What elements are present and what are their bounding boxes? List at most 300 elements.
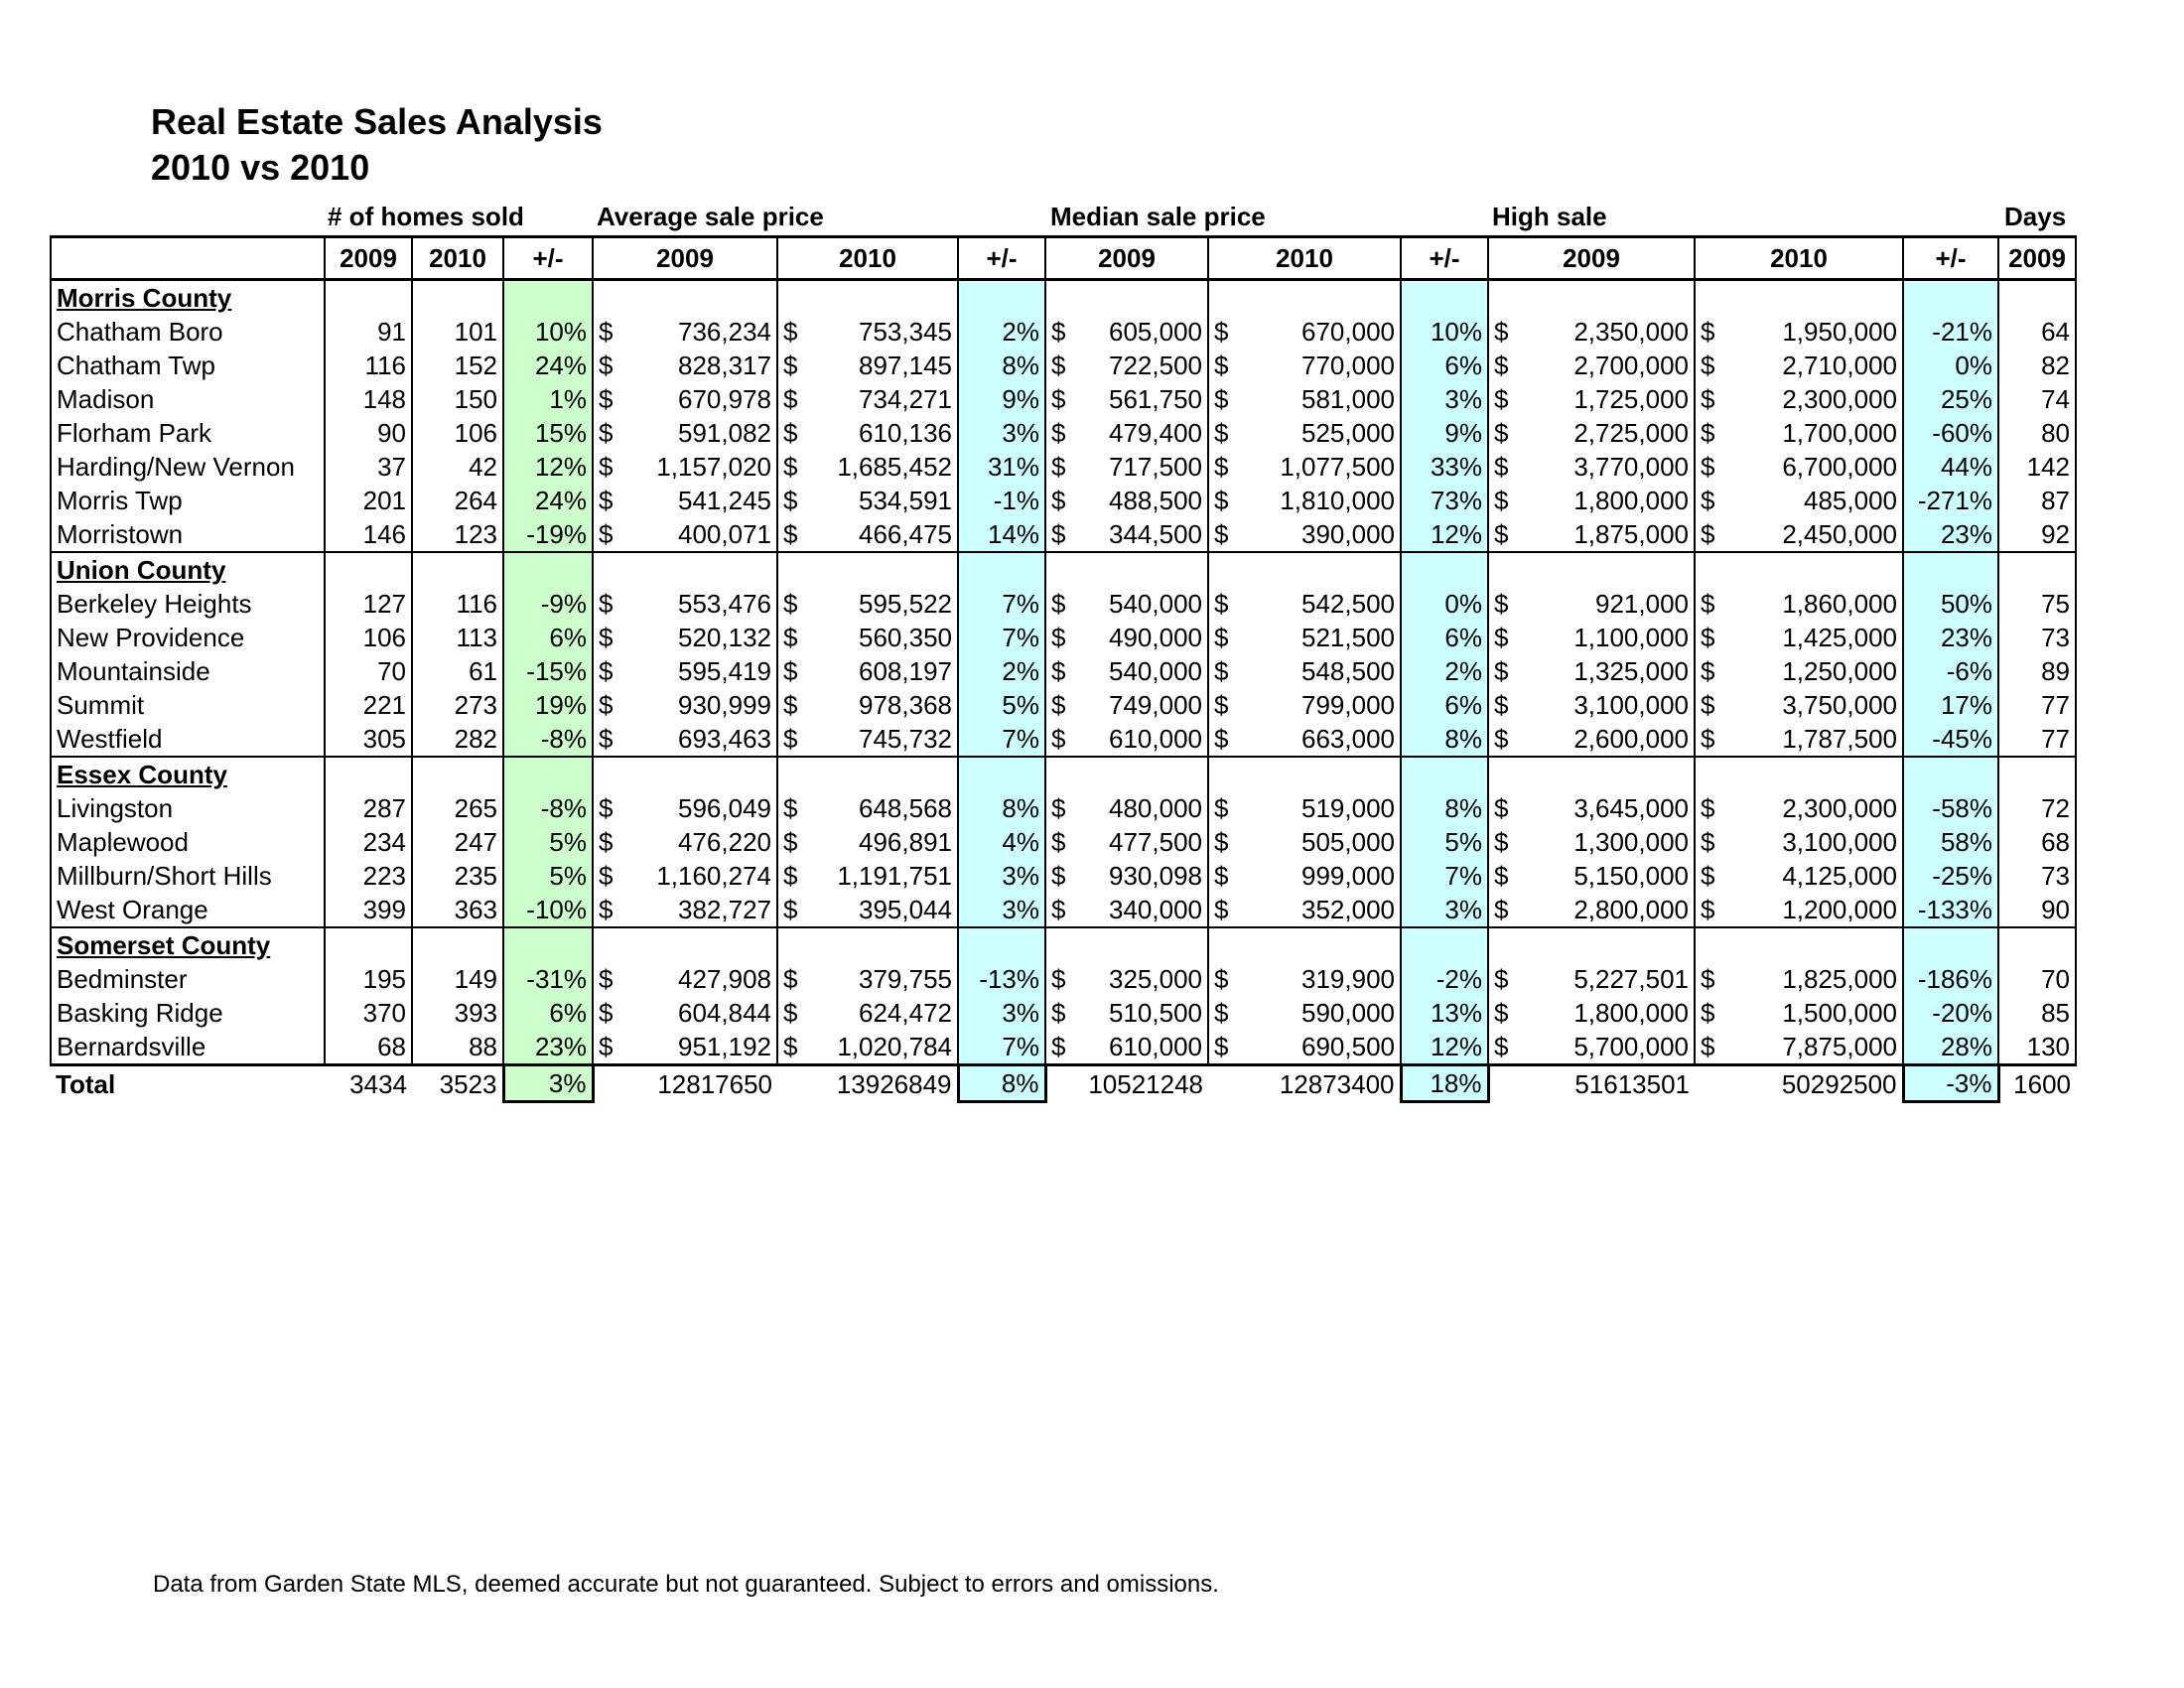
cell-homes-change: -15%: [503, 654, 593, 688]
county-blank-cell: [1488, 927, 1695, 962]
currency-symbol: $: [1214, 384, 1229, 414]
cell-median-2010: [1208, 825, 1401, 859]
cell-median-2010: [1208, 654, 1401, 688]
cell-median-2009: [1045, 621, 1208, 654]
cell-high-2009: [1488, 791, 1695, 825]
currency-symbol: $: [783, 384, 798, 414]
cell-median-change: 0%: [1401, 587, 1488, 621]
cell-median-2010: [1208, 621, 1401, 654]
cell-homes-2010: 149: [412, 962, 503, 996]
cell-median-change: 13%: [1401, 996, 1488, 1030]
cell-value: 6,700,000: [1782, 452, 1897, 482]
cell-homes-2010: 282: [412, 722, 503, 757]
column-header-median-2009: 2009: [1045, 237, 1208, 280]
cell-homes-2009: 148: [325, 382, 412, 416]
column-header-median-change: +/-: [1401, 237, 1488, 280]
cell-value: 828,317: [678, 351, 771, 380]
town-name: Basking Ridge: [51, 996, 325, 1030]
currency-symbol: $: [783, 827, 798, 857]
cell-high-2009: [1488, 484, 1695, 517]
currency-symbol: $: [783, 317, 798, 347]
cell-value: 753,345: [859, 317, 952, 347]
cell-days-2009: 77: [1998, 722, 2076, 757]
currency-symbol: $: [783, 964, 798, 994]
cell-homes-2010: 152: [412, 349, 503, 382]
total-median-change: 18%: [1401, 1065, 1488, 1102]
cell-avg-change: 8%: [958, 349, 1045, 382]
table-row: [51, 517, 2076, 552]
county-blank-cell: [593, 552, 777, 587]
currency-symbol: $: [1214, 351, 1229, 380]
cell-value: 2,700,000: [1573, 351, 1689, 380]
cell-median-2009: [1045, 688, 1208, 722]
currency-symbol: $: [1494, 690, 1509, 720]
cell-avg-2010: [777, 859, 958, 893]
currency-symbol: $: [1701, 384, 1715, 414]
cell-high-2010: [1695, 416, 1903, 450]
cell-high-2009: [1488, 962, 1695, 996]
total-homes-2009: 3434: [349, 1068, 407, 1099]
cell-days-2009: 72: [1998, 791, 2076, 825]
cell-median-change: 6%: [1401, 621, 1488, 654]
town-name: Madison: [51, 382, 325, 416]
currency-symbol: $: [1494, 519, 1509, 549]
cell-homes-2009: 37: [325, 450, 412, 484]
cell-median-2010: [1208, 688, 1401, 722]
cell-avg-2009: [593, 349, 777, 382]
cell-value: 2,350,000: [1573, 317, 1689, 347]
cell-high-2009: [1488, 349, 1695, 382]
cell-value: 690,500: [1301, 1032, 1395, 1061]
cell-high-change: -133%: [1903, 893, 1998, 927]
cell-avg-change: 4%: [958, 825, 1045, 859]
county-blank-cell: [1208, 757, 1401, 791]
column-header-homes-2009: 2009: [325, 237, 412, 280]
cell-value: 3,750,000: [1782, 690, 1897, 720]
table-row: [51, 893, 2076, 927]
cell-homes-2009: 70: [325, 654, 412, 688]
currency-symbol: $: [1701, 861, 1715, 891]
cell-homes-change: 24%: [503, 484, 593, 517]
county-blank-cell: [1998, 757, 2076, 791]
cell-value: 648,568: [859, 793, 952, 823]
town-name: Mountainside: [51, 654, 325, 688]
currency-symbol: $: [1494, 861, 1509, 891]
cell-days-2009: 75: [1998, 587, 2076, 621]
currency-symbol: $: [1214, 998, 1229, 1028]
cell-value: 488,500: [1109, 486, 1202, 515]
cell-high-change: 25%: [1903, 382, 1998, 416]
cell-value: 2,300,000: [1782, 384, 1897, 414]
cell-high-2009: [1488, 450, 1695, 484]
table-row: [51, 859, 2076, 893]
currency-symbol: $: [599, 486, 614, 515]
county-blank-cell: [1998, 927, 2076, 962]
currency-symbol: $: [1701, 895, 1715, 924]
cell-homes-change: 24%: [503, 349, 593, 382]
county-blank-cell: [1208, 280, 1401, 316]
total-median-2009: 10521248: [1088, 1068, 1203, 1099]
county-blank-cell: [412, 757, 503, 791]
cell-value: 595,419: [678, 656, 771, 686]
county-blank-cell: [1695, 757, 1903, 791]
cell-high-2009: [1488, 996, 1695, 1030]
cell-days-2009: 90: [1998, 893, 2076, 927]
currency-symbol: $: [1214, 519, 1229, 549]
currency-symbol: $: [1214, 1032, 1229, 1061]
currency-symbol: $: [599, 998, 614, 1028]
cell-high-2010: [1695, 315, 1903, 349]
cell-avg-2010: [777, 996, 958, 1030]
cell-median-2010: [1208, 450, 1401, 484]
currency-symbol: $: [1701, 418, 1715, 448]
cell-high-change: 28%: [1903, 1030, 1998, 1065]
cell-high-change: -25%: [1903, 859, 1998, 893]
cell-value: 3,770,000: [1573, 452, 1689, 482]
town-name: West Orange: [51, 893, 325, 927]
cell-avg-2009: [593, 688, 777, 722]
cell-value: 496,891: [859, 827, 952, 857]
currency-symbol: $: [1494, 656, 1509, 686]
cell-high-2010: [1695, 791, 1903, 825]
county-blank-cell: [1045, 280, 1208, 316]
cell-homes-change: -8%: [503, 722, 593, 757]
currency-symbol: $: [1214, 861, 1229, 891]
currency-symbol: $: [1214, 317, 1229, 347]
cell-homes-change: -19%: [503, 517, 593, 552]
cell-value: 595,522: [859, 589, 952, 619]
cell-value: 1,860,000: [1782, 589, 1897, 619]
currency-symbol: $: [1701, 690, 1715, 720]
cell-value: 978,368: [859, 690, 952, 720]
table-row: [51, 962, 2076, 996]
cell-high-change: -21%: [1903, 315, 1998, 349]
currency-symbol: $: [1051, 623, 1066, 652]
cell-median-2009: [1045, 517, 1208, 552]
cell-homes-change: -10%: [503, 893, 593, 927]
currency-symbol: $: [599, 964, 614, 994]
cell-high-2010: [1695, 587, 1903, 621]
currency-symbol: $: [1494, 964, 1509, 994]
cell-value: 951,192: [678, 1032, 771, 1061]
currency-symbol: $: [1214, 690, 1229, 720]
cell-value: 921,000: [1595, 589, 1689, 619]
cell-avg-change: 2%: [958, 315, 1045, 349]
cell-median-2010: [1208, 962, 1401, 996]
total-avg-change: 8%: [958, 1065, 1045, 1102]
cell-value: 1,787,500: [1782, 724, 1897, 754]
cell-value: 505,000: [1301, 827, 1395, 857]
currency-symbol: $: [1701, 519, 1715, 549]
county-blank-cell: [777, 757, 958, 791]
cell-high-2009: [1488, 382, 1695, 416]
cell-days-2009: 68: [1998, 825, 2076, 859]
cell-homes-2009: 223: [325, 859, 412, 893]
cell-median-2010: [1208, 859, 1401, 893]
cell-avg-2010: [777, 621, 958, 654]
cell-homes-change: 15%: [503, 416, 593, 450]
cell-value: 325,000: [1109, 964, 1202, 994]
currency-symbol: $: [783, 895, 798, 924]
report-title-block: [151, 99, 603, 191]
currency-symbol: $: [1051, 1032, 1066, 1061]
cell-value: 390,000: [1301, 519, 1395, 549]
cell-avg-2010: [777, 416, 958, 450]
cell-avg-change: 8%: [958, 791, 1045, 825]
town-name: Bernardsville: [51, 1030, 325, 1065]
cell-avg-2010: [777, 382, 958, 416]
cell-value: 395,044: [859, 895, 952, 924]
county-blank-cell: [412, 280, 503, 316]
cell-avg-2010: [777, 722, 958, 757]
table-row: [51, 484, 2076, 517]
sales-table: [50, 235, 2077, 1103]
county-blank-cell: [325, 757, 412, 791]
cell-high-2009: [1488, 621, 1695, 654]
currency-symbol: $: [783, 623, 798, 652]
group-header-days: Days: [2004, 202, 2067, 231]
cell-high-change: 50%: [1903, 587, 1998, 621]
cell-days-2009: 64: [1998, 315, 2076, 349]
town-name: New Providence: [51, 621, 325, 654]
total-avg-2010: 13926849: [836, 1068, 952, 1099]
county-blank-cell: [777, 280, 958, 316]
currency-symbol: $: [1214, 827, 1229, 857]
county-blank-cell: [1695, 552, 1903, 587]
group-header-avg: Average sale price: [597, 202, 824, 231]
currency-symbol: $: [1214, 418, 1229, 448]
cell-avg-2010: [777, 791, 958, 825]
county-blank-cell: [1401, 280, 1488, 316]
cell-median-change: 8%: [1401, 722, 1488, 757]
cell-value: 5,700,000: [1573, 1032, 1689, 1061]
cell-high-2010: [1695, 825, 1903, 859]
cell-value: 479,400: [1109, 418, 1202, 448]
cell-value: 5,227,501: [1573, 964, 1689, 994]
cell-high-2010: [1695, 517, 1903, 552]
column-header-days-2009: 2009: [1998, 237, 2076, 280]
town-name: Chatham Boro: [51, 315, 325, 349]
currency-symbol: $: [1051, 351, 1066, 380]
county-blank-cell: [593, 927, 777, 962]
currency-symbol: $: [599, 656, 614, 686]
cell-median-2010: [1208, 996, 1401, 1030]
currency-symbol: $: [783, 589, 798, 619]
county-blank-cell: [593, 757, 777, 791]
cell-median-change: 5%: [1401, 825, 1488, 859]
cell-avg-2009: [593, 859, 777, 893]
currency-symbol: $: [783, 519, 798, 549]
cell-high-2010: [1695, 450, 1903, 484]
cell-days-2009: 73: [1998, 621, 2076, 654]
cell-value: 1,700,000: [1782, 418, 1897, 448]
cell-high-2010: [1695, 382, 1903, 416]
currency-symbol: $: [783, 486, 798, 515]
currency-symbol: $: [1051, 690, 1066, 720]
cell-avg-change: 7%: [958, 587, 1045, 621]
table-row: [51, 1030, 2076, 1065]
cell-median-2010: [1208, 517, 1401, 552]
cell-median-2009: [1045, 382, 1208, 416]
currency-symbol: $: [1701, 589, 1715, 619]
cell-value: 476,220: [678, 827, 771, 857]
cell-value: 670,000: [1301, 317, 1395, 347]
currency-symbol: $: [1494, 895, 1509, 924]
town-name: Chatham Twp: [51, 349, 325, 382]
cell-median-2009: [1045, 587, 1208, 621]
currency-symbol: $: [1051, 317, 1066, 347]
currency-symbol: $: [1051, 793, 1066, 823]
currency-symbol: $: [599, 519, 614, 549]
cell-homes-change: -8%: [503, 791, 593, 825]
currency-symbol: $: [599, 418, 614, 448]
cell-median-2010: [1208, 893, 1401, 927]
cell-value: 604,844: [678, 998, 771, 1028]
currency-symbol: $: [1701, 656, 1715, 686]
county-blank-cell: [503, 927, 593, 962]
cell-high-change: 0%: [1903, 349, 1998, 382]
currency-symbol: $: [1494, 351, 1509, 380]
currency-symbol: $: [1494, 384, 1509, 414]
cell-value: 485,000: [1804, 486, 1897, 515]
cell-high-2010: [1695, 722, 1903, 757]
cell-avg-change: 7%: [958, 621, 1045, 654]
county-blank-cell: [503, 757, 593, 791]
cell-homes-2009: 201: [325, 484, 412, 517]
cell-median-2009: [1045, 996, 1208, 1030]
cell-high-2009: [1488, 825, 1695, 859]
column-header-avg-change: +/-: [958, 237, 1045, 280]
cell-median-2010: [1208, 791, 1401, 825]
cell-value: 1,020,784: [837, 1032, 952, 1061]
cell-avg-2009: [593, 621, 777, 654]
county-blank-cell: [1488, 757, 1695, 791]
table-row: [51, 416, 2076, 450]
cell-value: 1,157,020: [656, 452, 771, 482]
cell-days-2009: 89: [1998, 654, 2076, 688]
currency-symbol: $: [1701, 964, 1715, 994]
cell-value: 521,500: [1301, 623, 1395, 652]
cell-avg-2009: [593, 517, 777, 552]
currency-symbol: $: [1051, 519, 1066, 549]
total-high-change: -3%: [1903, 1065, 1998, 1102]
cell-value: 1,875,000: [1573, 519, 1689, 549]
cell-homes-2010: 150: [412, 382, 503, 416]
cell-homes-2009: 287: [325, 791, 412, 825]
county-blank-cell: [1045, 552, 1208, 587]
currency-symbol: $: [1494, 317, 1509, 347]
cell-value: 581,000: [1301, 384, 1395, 414]
county-blank-cell: [503, 280, 593, 316]
total-high-2009: 51613501: [1574, 1068, 1690, 1099]
cell-value: 1,100,000: [1573, 623, 1689, 652]
cell-avg-2009: [593, 587, 777, 621]
cell-value: 605,000: [1109, 317, 1202, 347]
currency-symbol: $: [1494, 623, 1509, 652]
cell-median-change: 12%: [1401, 517, 1488, 552]
currency-symbol: $: [1701, 452, 1715, 482]
cell-avg-change: -1%: [958, 484, 1045, 517]
cell-value: 1,160,274: [656, 861, 771, 891]
cell-median-2009: [1045, 654, 1208, 688]
cell-value: 1,500,000: [1782, 998, 1897, 1028]
cell-homes-2009: 399: [325, 893, 412, 927]
cell-avg-2010: [777, 484, 958, 517]
county-blank-cell: [958, 757, 1045, 791]
currency-symbol: $: [1494, 998, 1509, 1028]
cell-avg-2010: [777, 315, 958, 349]
cell-value: 1,810,000: [1280, 486, 1395, 515]
cell-value: 1,950,000: [1782, 317, 1897, 347]
county-blank-cell: [1208, 552, 1401, 587]
cell-value: 1,800,000: [1573, 998, 1689, 1028]
cell-value: 520,132: [678, 623, 771, 652]
cell-homes-change: 19%: [503, 688, 593, 722]
cell-homes-change: 6%: [503, 621, 593, 654]
cell-high-2010: [1695, 484, 1903, 517]
currency-symbol: $: [599, 351, 614, 380]
cell-days-2009: 74: [1998, 382, 2076, 416]
cell-median-2009: [1045, 315, 1208, 349]
cell-days-2009: 85: [1998, 996, 2076, 1030]
cell-days-2009: 70: [1998, 962, 2076, 996]
cell-high-change: -6%: [1903, 654, 1998, 688]
county-blank-cell: [503, 552, 593, 587]
cell-value: 610,000: [1109, 1032, 1202, 1061]
cell-homes-2010: 116: [412, 587, 503, 621]
cell-homes-2009: 305: [325, 722, 412, 757]
cell-median-2009: [1045, 962, 1208, 996]
currency-symbol: $: [599, 827, 614, 857]
currency-symbol: $: [1214, 589, 1229, 619]
currency-symbol: $: [1701, 724, 1715, 754]
cell-value: 2,600,000: [1573, 724, 1689, 754]
cell-value: 596,049: [678, 793, 771, 823]
currency-symbol: $: [1051, 895, 1066, 924]
cell-value: 722,500: [1109, 351, 1202, 380]
cell-homes-2010: 265: [412, 791, 503, 825]
table-row: [51, 996, 2076, 1030]
cell-high-change: -60%: [1903, 416, 1998, 450]
currency-symbol: $: [1214, 964, 1229, 994]
county-blank-cell: [1695, 280, 1903, 316]
cell-value: 1,250,000: [1782, 656, 1897, 686]
cell-avg-change: 7%: [958, 1030, 1045, 1065]
cell-avg-2010: [777, 517, 958, 552]
currency-symbol: $: [1701, 317, 1715, 347]
cell-avg-change: 14%: [958, 517, 1045, 552]
column-header-median-2010: 2010: [1208, 237, 1401, 280]
cell-median-change: 9%: [1401, 416, 1488, 450]
cell-median-2010: [1208, 722, 1401, 757]
cell-value: 344,500: [1109, 519, 1202, 549]
currency-symbol: $: [599, 690, 614, 720]
cell-value: 1,800,000: [1573, 486, 1689, 515]
cell-median-change: 6%: [1401, 688, 1488, 722]
cell-homes-2010: 88: [412, 1030, 503, 1065]
total-avg-2009: 12817650: [657, 1068, 772, 1099]
cell-median-2009: [1045, 416, 1208, 450]
cell-value: 745,732: [859, 724, 952, 754]
column-header-homes-2010: 2010: [412, 237, 503, 280]
cell-homes-2010: 273: [412, 688, 503, 722]
currency-symbol: $: [1051, 964, 1066, 994]
cell-days-2009: 142: [1998, 450, 2076, 484]
county-blank-cell: [325, 280, 412, 316]
cell-value: 427,908: [678, 964, 771, 994]
currency-symbol: $: [599, 589, 614, 619]
cell-homes-2009: 90: [325, 416, 412, 450]
